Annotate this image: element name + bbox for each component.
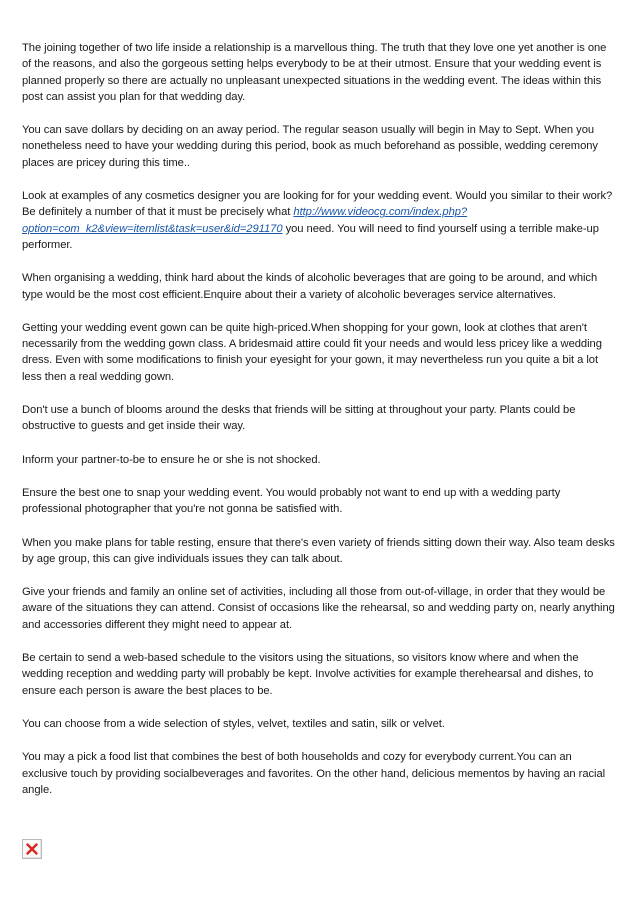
paragraph-blooms: Don't use a bunch of blooms around the desks that friends will be sitting at throughout your party. Plants could be obstructive to guests and get inside their way. <box>22 404 576 433</box>
paragraph-text-before-link: Look at examples of any cosmetics designer you are looking for for your wedding event. Would you similar to their work? Be definitely a number of that it must be precisely what <box>22 190 613 219</box>
paragraph-schedule: Be certain to send a web-based schedule to the visitors using the situations, so visitors know where and when the wedding reception and wedding party will probably be kept. Involve activities for example therehearsal and dishes, to ensure each person is aware the best places to be. <box>22 652 594 697</box>
paragraph-table-seating: When you make plans for table resting, ensure that there's even variety of friends sitting down their way. Also team desks by age group, this can give individuals issues they can talk about. <box>22 536 615 565</box>
profile-link[interactable]: http://www.videocg.com/index.php?option=com_k2&view=itemlist&task=user&id=291170 <box>22 206 468 235</box>
paragraph-partner: Inform your partner-to-be to ensure he or she is not shocked. <box>22 453 321 466</box>
paragraph-gown: Getting your wedding event gown can be quite high-priced.When shopping for your gown, look at clothes that aren't necessarily from the wedding gown class. A bridesmaid attire could fit your needs and would less pricey like a wedding dress. Even with some modifications to finish your eyesight for your gown, it may nevertheless run you quite a bit a lot less then a real wedding gown. <box>22 321 602 383</box>
paragraph-food-list: You may a pick a food list that combines the best of both households and cozy for everybody current.You can an exclusive touch by providing socialbeverages and favorites. On the other hand, delicious mementos by having an racial angle. <box>22 751 606 796</box>
paragraph-photographer: Ensure the best one to snap your wedding event. You would probably not want to end up with a wedding party professional photographer that you're not gonna be satisfied with. <box>22 486 561 516</box>
paragraph-intro: The joining together of two life inside a relationship is a marvellous thing. The truth that they love one yet another is one of the reasons, and also the gorgeous setting helps everybody to be at their utmost. Ensure that your wedding event is planned properly so there are actually no unpleasant unexpected situations in the wedding event. The ideas within this post can assist you plan for that wedding day. <box>22 42 607 103</box>
broken-image-icon <box>22 839 42 859</box>
paragraph-activities: Give your friends and family an online set of activities, including all those from out-of-village, in order that they would be aware of the situations they can attend. Consist of occasions like the rehearsal, so and wedding party on, nearly anything and accessories different they might need to appear at. <box>22 586 615 631</box>
paragraph-text-after-link: you need. You will need to find yourself using a terrible make-up performer. <box>22 222 599 251</box>
paragraph-off-season: You can save dollars by deciding on an away period. The regular season usually will begin in May to Sept. When you nonetheless need to have your wedding during this period, book as much beforehand as possible, wedding ceremony places are pricey during this time.. <box>22 124 598 169</box>
paragraph-makeup-designer <box>22 188 616 253</box>
paragraph-alcohol: When organising a wedding, think hard about the kinds of alcoholic beverages that are going to be around, and which type would be the most cost efficient.Enquire about their a variety of alcoholic beverages service alternatives. <box>22 272 598 301</box>
paragraph-styles: You can choose from a wide selection of styles, velvet, textiles and satin, silk or velvet. <box>22 717 445 730</box>
